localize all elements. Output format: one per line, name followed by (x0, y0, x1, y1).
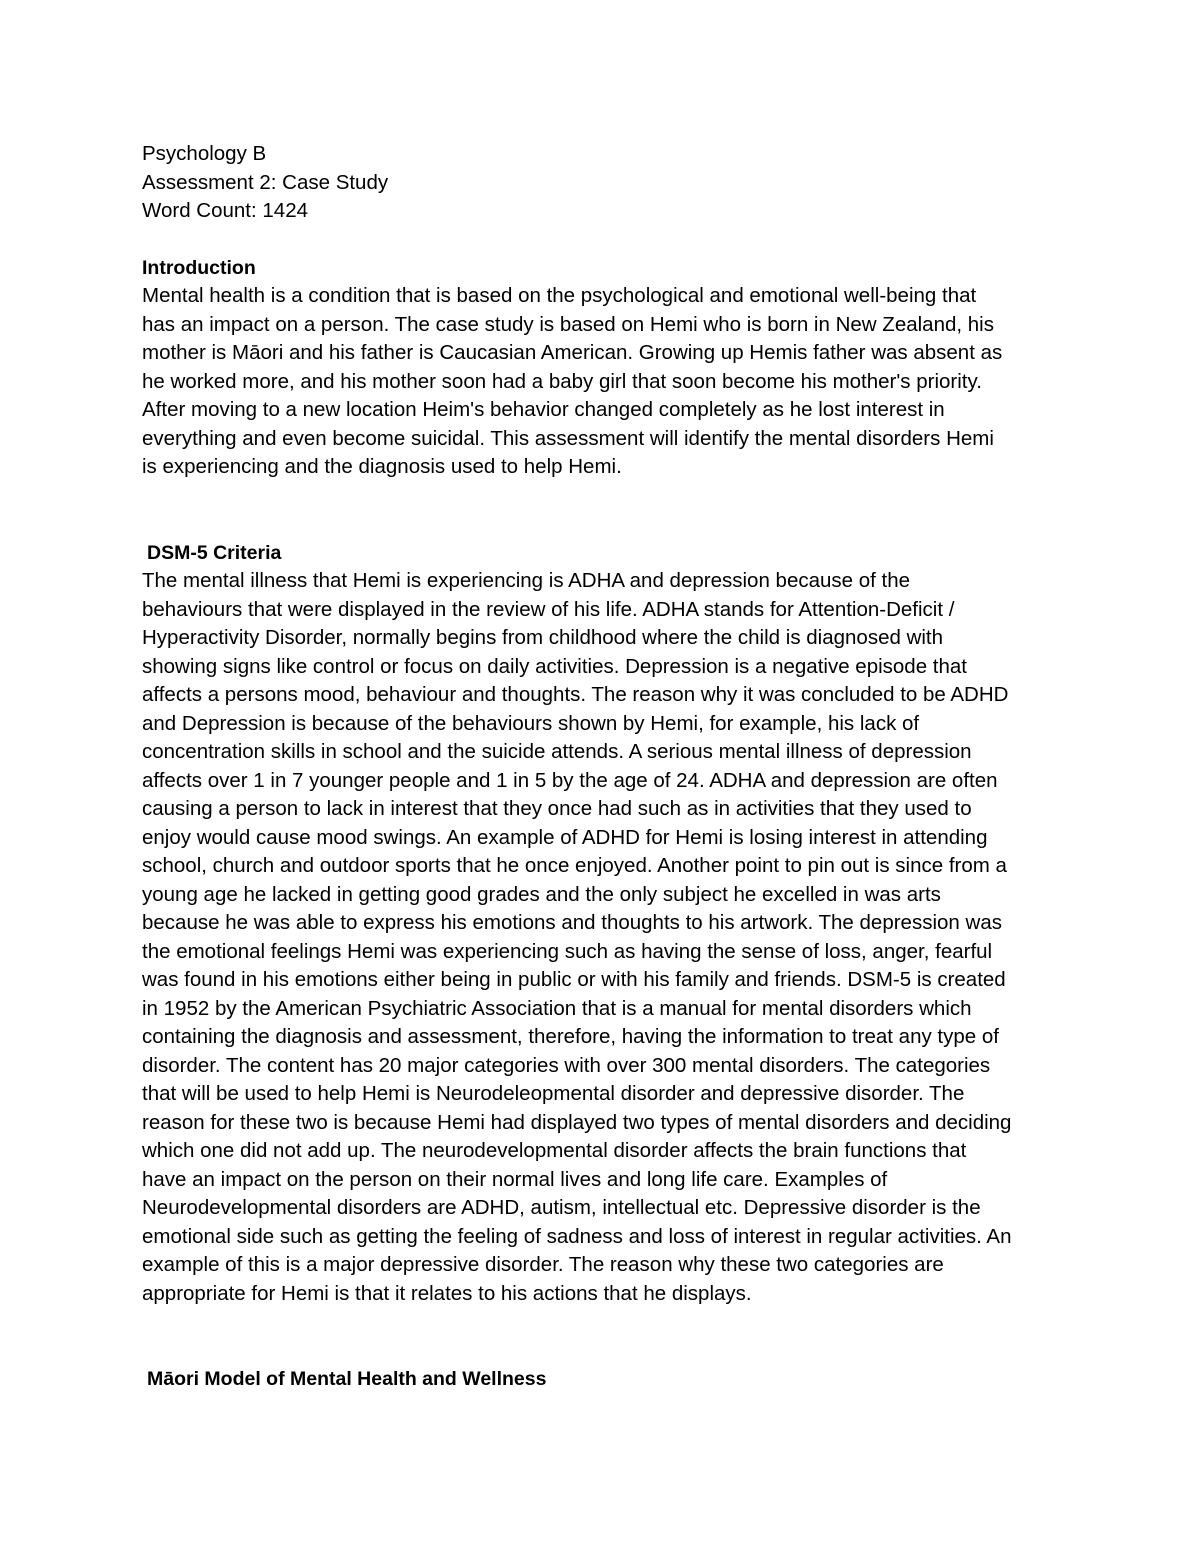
document-body (142, 140, 1072, 1394)
paragraph-line: is experiencing and the diagnosis used to help Hemi. (142, 455, 622, 478)
paragraph-line: disorder. The content has 20 major categories with over 300 mental disorders. The categories (142, 1053, 991, 1077)
dsm5-heading: DSM-5 Criteria (147, 541, 282, 564)
paragraph-line: affects over 1 in 7 younger people and 1 in 5 by the age of 24. ADHA and depression are often (142, 768, 998, 792)
paragraph-line: school, church and outdoor sports that he once enjoyed. Another point to pin out is since from a (142, 854, 1007, 877)
paragraph-line: everything and even become suicidal. This assessment will identify the mental disorders Hemi (142, 426, 994, 450)
assessment-title: Assessment 2: Case Study (142, 170, 389, 194)
paragraph-line: the emotional feelings Hemi was experiencing such as having the sense of loss, anger, fearful (142, 939, 993, 963)
paragraph-line: have an impact on the person on their normal lives and long life care. Examples of (142, 1167, 888, 1191)
paragraph-line: affects a persons mood, behaviour and thoughts. The reason why it was concluded to be ADHD (142, 683, 1009, 706)
paragraph-line: and Depression is because of the behaviours shown by Hemi, for example, his lack of (142, 711, 920, 735)
paragraph-line: he worked more, and his mother soon had a baby girl that soon become his mother's priority. (142, 369, 982, 393)
paragraph-line: showing signs like control or focus on daily activities. Depression is a negative episode that (142, 654, 967, 678)
course-title: Psychology B (142, 142, 267, 165)
paragraph-line: behaviours that were displayed in the review of his life. ADHA stands for Attention-Deficit / (142, 597, 955, 621)
paragraph-line: Hyperactivity Disorder, normally begins from childhood where the child is diagnosed with (142, 626, 944, 649)
paragraph-line: young age he lacked in getting good grades and the only subject he excelled in was arts (142, 882, 941, 906)
paragraph-line: The mental illness that Hemi is experiencing is ADHA and depression because of the (142, 569, 911, 592)
paragraph-line: concentration skills in school and the suicide attends. A serious mental illness of depression (142, 740, 972, 763)
introduction-paragraph (142, 282, 1072, 482)
paragraph-line: in 1952 by the American Psychiatric Association that is a manual for mental disorders which (142, 996, 972, 1020)
paragraph-line: because he was able to express his emotions and thoughts to his artwork. The depression was (142, 911, 1002, 934)
paragraph-line: causing a person to lack in interest that they once had such as in activities that they used to (142, 797, 972, 820)
paragraph-line: mother is Māori and his father is Caucasian American. Growing up Hemis father was absent as (142, 341, 1003, 364)
paragraph-line: was found in his emotions either being in public or with his family and friends. DSM-5 is created (142, 968, 1006, 991)
word-count: Word Count: 1424 (142, 199, 309, 222)
paragraph-line: After moving to a new location Heim's behavior changed completely as he lost interest in (142, 398, 945, 421)
paragraph-line: reason for these two is because Hemi had displayed two types of mental disorders and deciding (142, 1110, 1012, 1134)
paragraph-line: emotional side such as getting the feeling of sadness and loss of interest in regular activities. An (142, 1224, 1012, 1248)
dsm5-paragraph (142, 567, 1072, 1308)
paragraph-line: appropriate for Hemi is that it relates to his actions that he displays. (142, 1281, 752, 1305)
paragraph-line: which one did not add up. The neurodevelopmental disorder affects the brain functions that (142, 1139, 967, 1162)
paragraph-line: Neurodevelopmental disorders are ADHD, autism, intellectual etc. Depressive disorder is the (142, 1196, 981, 1219)
paragraph-line: example of this is a major depressive disorder. The reason why these two categories are (142, 1253, 944, 1276)
paragraph-line: that will be used to help Hemi is Neurodeleopmental disorder and depressive disorder. The (142, 1082, 965, 1105)
paragraph-line: enjoy would cause mood swings. An example of ADHD for Hemi is losing interest in attending (142, 825, 988, 849)
maori-model-heading: Māori Model of Mental Health and Wellness (147, 1368, 547, 1390)
paragraph-line: Mental health is a condition that is based on the psychological and emotional well-being that (142, 284, 977, 307)
paragraph-line: containing the diagnosis and assessment, therefore, having the information to treat any type of (142, 1025, 999, 1048)
introduction-heading: Introduction (142, 256, 256, 279)
paragraph-line: has an impact on a person. The case study is based on Hemi who is born in New Zealand, his (142, 312, 994, 336)
